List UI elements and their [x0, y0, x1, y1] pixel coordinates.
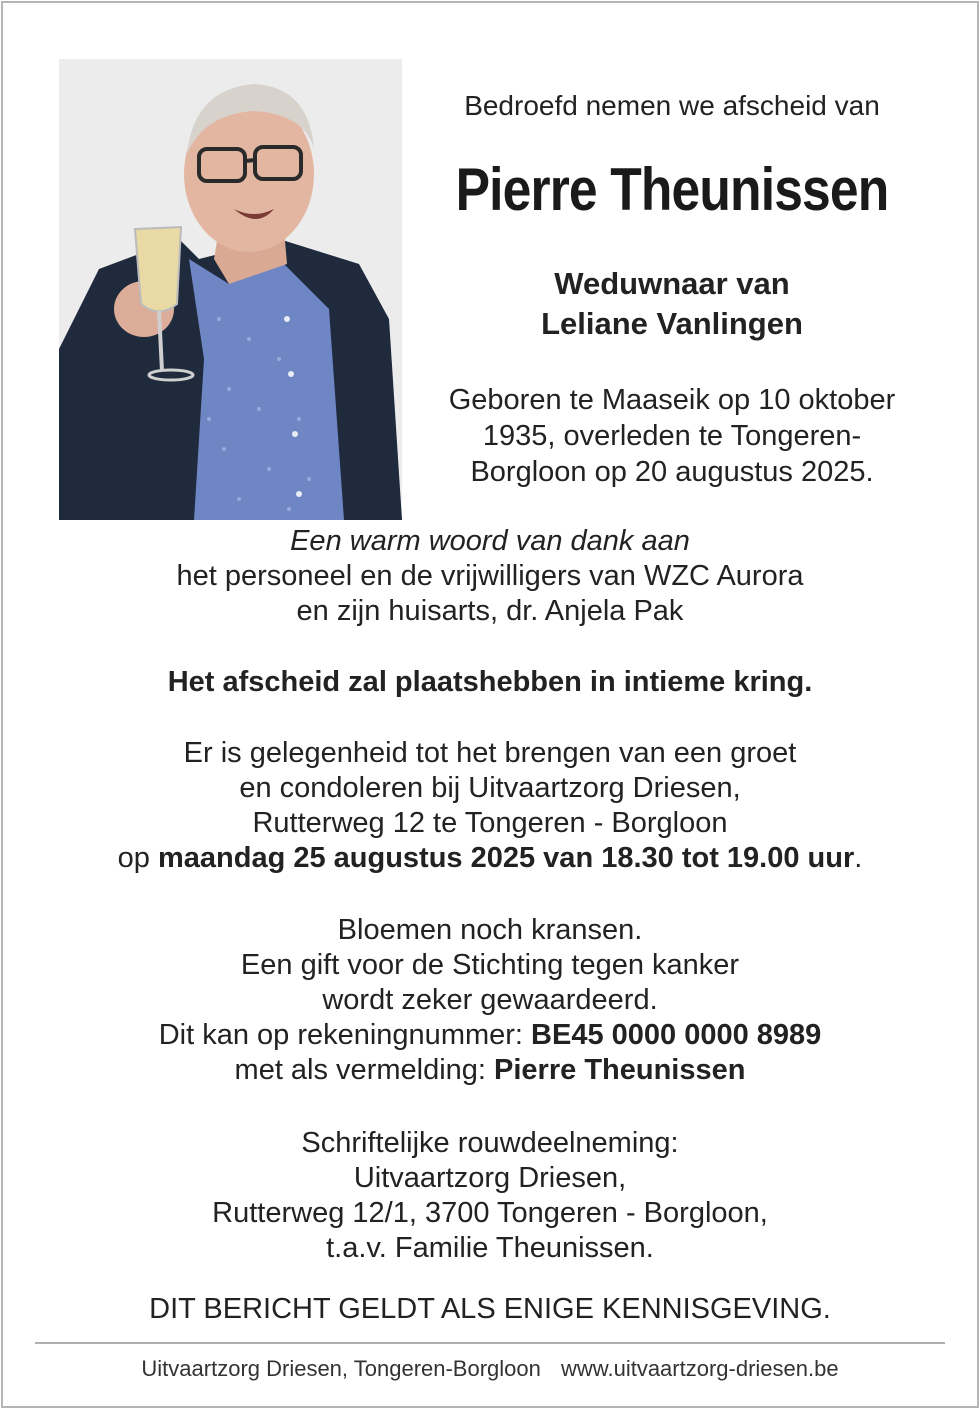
visitation-datetime: maandag 25 augustus 2025 van 18.30 tot 19.00 uur	[157, 842, 855, 874]
spouse-block	[402, 264, 942, 344]
visitation-line: Er is gelegenheid tot het brengen van een groet	[183, 737, 797, 769]
visitation-prefix: op	[117, 842, 158, 874]
condolence-heading: Schriftelijke rouwdeelneming:	[301, 1127, 679, 1159]
account-line	[0, 1018, 980, 1053]
account-number: BE45 0000 0000 8989	[531, 1019, 822, 1051]
thanks-block	[0, 524, 980, 629]
donation-line: wordt zeker gewaardeerd.	[322, 984, 658, 1016]
birth-death-block	[402, 382, 942, 490]
mention-value: Pierre Theunissen	[494, 1054, 746, 1086]
notice-text: DIT BERICHT GELDT ALS ENIGE KENNISGEVING.	[149, 1293, 831, 1325]
visitation-date-line	[0, 841, 980, 876]
thanks-line: en zijn huisarts, dr. Anjela Pak	[296, 595, 684, 627]
condolence-line: t.a.v. Familie Theunissen.	[326, 1232, 654, 1264]
flowers-line: Bloemen noch kransen.	[337, 914, 643, 946]
death-line: Borgloon op 20 augustus 2025.	[470, 456, 874, 488]
condolence-line: Uitvaartzorg Driesen,	[353, 1162, 627, 1194]
deceased-name: Pierre Theunissen	[455, 156, 889, 223]
visitation-address: Rutterweg 12 te Tongeren - Borgloon	[252, 807, 728, 839]
donation-line: Een gift voor de Stichting tegen kanker	[240, 949, 740, 981]
mention-line	[0, 1053, 980, 1088]
condolence-address-block	[0, 1126, 980, 1266]
condolence-line: Rutterweg 12/1, 3700 Tongeren - Borgloon,	[212, 1197, 768, 1229]
farewell-text: Het afscheid zal plaatshebben in intieme kring.	[167, 666, 813, 698]
donation-block	[0, 913, 980, 1088]
footer-website-link[interactable]: www.uitvaartzorg-driesen.be	[561, 1356, 839, 1381]
portrait-photo	[59, 59, 402, 520]
footer-divider	[35, 1342, 945, 1344]
mention-prefix: met als vermelding:	[234, 1054, 495, 1086]
account-prefix: Dit kan op rekeningnummer:	[158, 1019, 532, 1051]
intro-text: Bedroefd nemen we afscheid van	[464, 90, 880, 121]
visitation-block	[0, 736, 980, 876]
birth-line: Geboren te Maaseik op 10 oktober	[448, 384, 896, 416]
spouse-name: Leliane Vanlingen	[541, 306, 803, 341]
thanks-heading: Een warm woord van dank aan	[290, 525, 690, 557]
visitation-suffix: .	[854, 842, 863, 874]
spouse-line: Weduwnaar van	[554, 266, 790, 301]
birth-line: 1935, overleden te Tongeren-	[482, 420, 862, 452]
thanks-line: het personeel en de vrijwilligers van WZC Aurora	[176, 560, 804, 592]
footer	[0, 1356, 980, 1382]
visitation-line: en condoleren bij Uitvaartzorg Driesen,	[239, 772, 741, 804]
footer-company: Uitvaartzorg Driesen, Tongeren-Borgloon	[141, 1356, 541, 1381]
